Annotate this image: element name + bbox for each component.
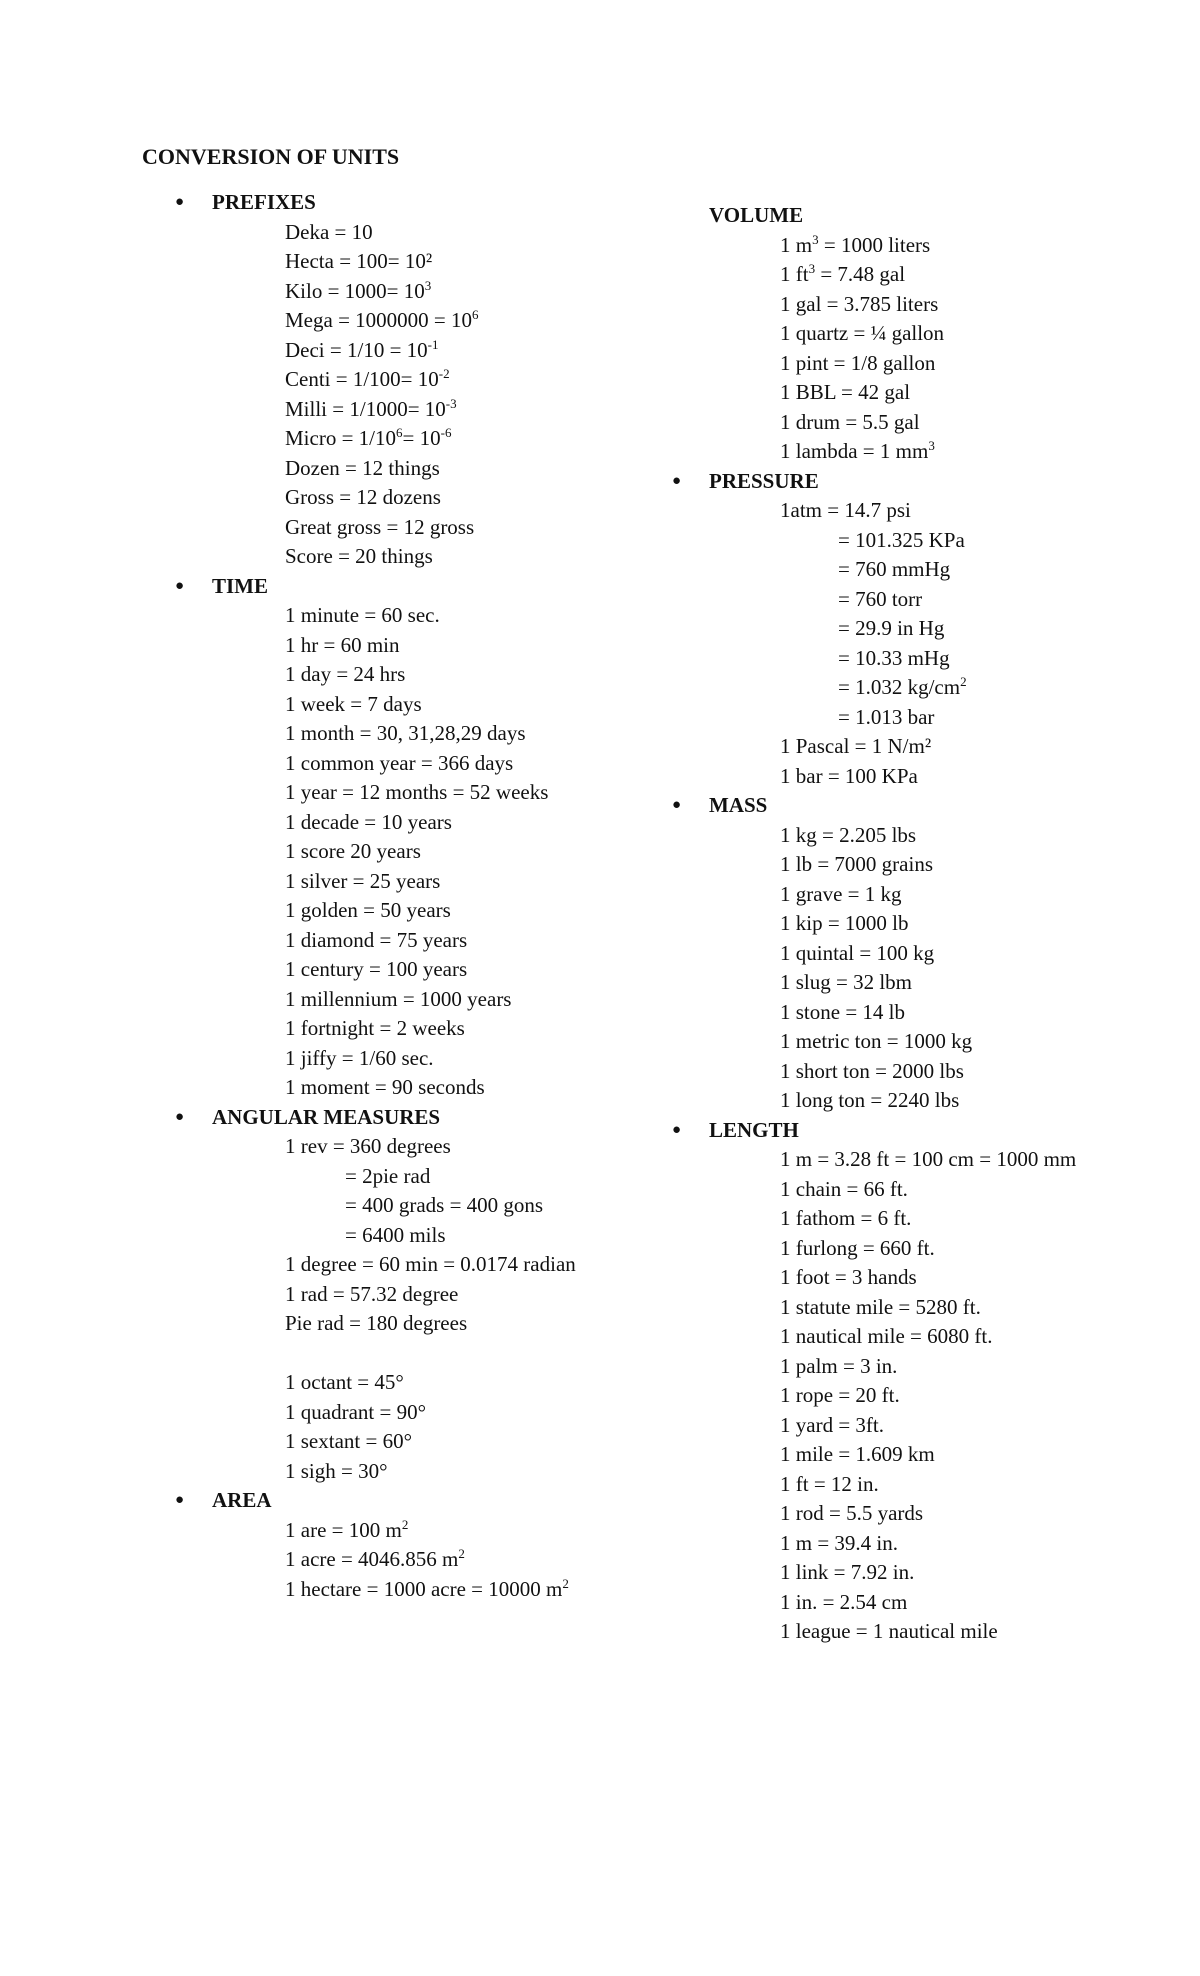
superscript: -3 (445, 395, 457, 411)
section-heading (672, 1116, 1092, 1146)
conversion-item (285, 365, 595, 395)
section-volume (672, 201, 1092, 467)
conversion-item: 1 rope = 20 ft. (780, 1383, 900, 1407)
section-angular-measures (175, 1103, 595, 1487)
conversion-item (285, 306, 595, 336)
item-text: = 1.032 kg/cm (838, 675, 961, 699)
item-text: = 10 (402, 426, 441, 450)
section-heading (672, 201, 1092, 231)
item-text: 1 acre = 4046.856 m (285, 1547, 459, 1571)
conversion-item (285, 277, 595, 307)
conversion-item (780, 260, 1092, 290)
bullet-icon: ● (672, 472, 682, 489)
conversion-item: 1 chain = 66 ft. (780, 1176, 908, 1201)
item-text: Centi = 1/100= 10 (285, 367, 439, 391)
item-text: Milli = 1/1000= 10 (285, 396, 446, 421)
conversion-item: = 1.013 bar (838, 704, 935, 729)
section-mass (672, 791, 1092, 1116)
section-prefixes (175, 188, 595, 572)
section-heading (672, 467, 1092, 497)
section-heading (175, 572, 595, 602)
conversion-item: 1 bar = 100 KPa (780, 763, 918, 788)
conversion-item: 1 ft = 12 in. (780, 1471, 879, 1496)
conversion-item: 1 score 20 years (285, 839, 421, 863)
conversion-list (672, 821, 1092, 1116)
conversion-item: Pie rad = 180 degrees (285, 1311, 468, 1335)
superscript: 3 (424, 277, 432, 293)
item-text: = 1000 liters (818, 232, 931, 257)
bullet-icon: ● (175, 194, 185, 210)
conversion-item: 1 moment = 90 seconds (285, 1075, 485, 1099)
conversion-list (672, 231, 1092, 467)
conversion-item: 1 quartz = ¼ gallon (780, 321, 945, 345)
section-heading-text: LENGTH (709, 1117, 799, 1142)
conversion-item (285, 1545, 595, 1575)
conversion-item: 1 silver = 25 years (285, 868, 441, 893)
conversion-list (175, 1132, 595, 1486)
superscript: 2 (401, 1516, 409, 1532)
superscript: 6 (472, 307, 479, 323)
conversion-item: 1 Pascal = 1 N/m² (780, 734, 932, 758)
conversion-item: = 101.325 KPa (838, 527, 965, 552)
conversion-list (175, 1516, 595, 1605)
conversion-item: 1 week = 7 days (285, 691, 422, 716)
conversion-item: 1 golden = 50 years (285, 898, 451, 922)
conversion-item (780, 673, 1092, 703)
conversion-item (285, 395, 595, 425)
section-heading-text: PRESSURE (709, 468, 819, 493)
section-time (175, 572, 595, 1103)
conversion-item: Great gross = 12 gross (285, 514, 475, 539)
superscript: 2 (960, 674, 967, 690)
section-heading (672, 791, 1092, 821)
conversion-item: 1 m = 3.28 ft = 100 cm = 1000 mm (780, 1147, 1077, 1171)
conversion-item: 1 drum = 5.5 gal (780, 409, 920, 434)
conversion-item: 1 sextant = 60° (285, 1429, 412, 1453)
conversion-item: 1 decade = 10 years (285, 809, 452, 834)
item-text: = 7.48 gal (815, 262, 906, 286)
conversion-item: 1 sigh = 30° (285, 1458, 388, 1483)
superscript: 2 (562, 1575, 569, 1591)
section-heading-text: AREA (212, 1488, 272, 1512)
bullet-icon: ● (175, 1108, 185, 1125)
superscript: 2 (458, 1546, 465, 1562)
section-heading-text: MASS (709, 793, 768, 817)
conversion-item: 1 BBL = 42 gal (780, 380, 911, 404)
item-text: 1 m (780, 232, 813, 257)
item-text: Deci = 1/10 = 10 (285, 337, 428, 362)
section-heading (175, 188, 595, 218)
conversion-item (285, 424, 595, 454)
conversion-item: 1atm = 14.7 psi (780, 498, 911, 522)
conversion-item: 1 palm = 3 in. (780, 1353, 898, 1378)
item-text: 1 ft (780, 262, 809, 286)
conversion-item: 1 year = 12 months = 52 weeks (285, 780, 549, 804)
item-text: 1 are = 100 m (285, 1517, 402, 1542)
conversion-item: = 400 grads = 400 gons (345, 1193, 544, 1217)
item-text: Micro = 1/10 (285, 426, 396, 450)
conversion-item: 1 gal = 3.785 liters (780, 291, 939, 316)
conversion-item: 1 hr = 60 min (285, 632, 400, 657)
superscript: -2 (438, 366, 450, 382)
section-pressure (672, 467, 1092, 792)
conversion-item: 1 mile = 1.609 km (780, 1442, 935, 1466)
conversion-item: 1 slug = 32 lbm (780, 970, 913, 994)
section-heading-text: TIME (212, 573, 269, 598)
conversion-item: 1 in. = 2.54 cm (780, 1589, 908, 1614)
conversion-item: = 760 torr (838, 586, 923, 611)
bullet-icon: ● (672, 1121, 682, 1138)
conversion-item (285, 1575, 595, 1605)
conversion-item: 1 grave = 1 kg (780, 881, 902, 906)
conversion-item: 1 quintal = 100 kg (780, 940, 935, 965)
conversion-item: = 29.9 in Hg (838, 616, 945, 640)
conversion-item: 1 league = 1 nautical mile (780, 1619, 998, 1643)
conversion-item (780, 231, 1092, 261)
conversion-item: 1 nautical mile = 6080 ft. (780, 1324, 993, 1348)
conversion-item: 1 millennium = 1000 years (285, 986, 512, 1011)
conversion-item: Deka = 10 (285, 219, 373, 244)
conversion-item: 1 metric ton = 1000 kg (780, 1029, 973, 1053)
section-heading-text: ANGULAR MEASURES (212, 1104, 441, 1129)
conversion-item: 1 yard = 3ft. (780, 1412, 884, 1437)
conversion-item: Score = 20 things (285, 544, 433, 568)
conversion-list (672, 496, 1092, 791)
superscript: 3 (812, 231, 819, 247)
bullet-icon: ● (672, 797, 682, 813)
conversion-item: 1 century = 100 years (285, 957, 468, 981)
conversion-item: 1 jiffy = 1/60 sec. (285, 1045, 434, 1070)
section-heading-text: VOLUME (709, 203, 804, 227)
superscript: -6 (440, 425, 452, 441)
superscript: 3 (928, 438, 935, 454)
conversion-item (780, 437, 1092, 467)
conversion-item: 1 short ton = 2000 lbs (780, 1058, 964, 1083)
conversion-item: Gross = 12 dozens (285, 485, 441, 509)
conversion-item: = 10.33 mHg (838, 645, 950, 670)
bullet-icon: ● (175, 1492, 185, 1508)
conversion-item: 1 pint = 1/8 gallon (780, 350, 936, 375)
conversion-item: 1 m = 39.4 in. (780, 1530, 899, 1555)
conversion-item: 1 stone = 14 lb (780, 999, 906, 1024)
conversion-item: 1 rev = 360 degrees (285, 1134, 451, 1158)
conversion-item: = 2pie rad (345, 1163, 431, 1188)
conversion-list (175, 601, 595, 1103)
item-text: Kilo = 1000= 10 (285, 278, 425, 303)
conversion-item: 1 common year = 366 days (285, 750, 514, 775)
conversion-item: 1 day = 24 hrs (285, 662, 406, 686)
item-text: Mega = 1000000 = 10 (285, 308, 473, 332)
conversion-item: Dozen = 12 things (285, 455, 440, 480)
section-area (175, 1486, 595, 1604)
item-text: 1 hectare = 1000 acre = 10000 m (285, 1576, 563, 1601)
conversion-item: 1 minute = 60 sec. (285, 603, 440, 627)
conversion-item: Hecta = 100= 10² (285, 249, 433, 273)
conversion-item: 1 diamond = 75 years (285, 927, 468, 952)
right-column (672, 201, 1092, 1647)
conversion-item: 1 fathom = 6 ft. (780, 1206, 912, 1230)
section-heading (175, 1486, 595, 1516)
conversion-item: 1 fortnight = 2 weeks (285, 1016, 465, 1040)
page-title: CONVERSION OF UNITS (142, 144, 400, 169)
superscript: 3 (808, 261, 816, 277)
bullet-icon: ● (175, 577, 185, 594)
conversion-item: 1 quadrant = 90° (285, 1399, 426, 1424)
conversion-item: = 6400 mils (345, 1222, 446, 1247)
section-heading (175, 1103, 595, 1133)
superscript: 6 (396, 425, 403, 441)
conversion-item: 1 rod = 5.5 yards (780, 1501, 924, 1525)
conversion-item (285, 336, 595, 366)
conversion-item: 1 link = 7.92 in. (780, 1560, 915, 1584)
section-length (672, 1116, 1092, 1647)
conversion-item: 1 lb = 7000 grains (780, 852, 933, 876)
conversion-list (672, 1145, 1092, 1647)
conversion-item: 1 foot = 3 hands (780, 1265, 917, 1289)
conversion-item (285, 1516, 595, 1546)
conversion-list (175, 218, 595, 572)
superscript: -1 (427, 336, 439, 352)
item-text: 1 lambda = 1 mm (780, 439, 929, 463)
conversion-item: = 760 mmHg (838, 557, 951, 581)
conversion-item: 1 furlong = 660 ft. (780, 1235, 935, 1260)
conversion-item: 1 month = 30, 31,28,29 days (285, 721, 526, 745)
conversion-item: 1 statute mile = 5280 ft. (780, 1294, 981, 1319)
conversion-item: 1 long ton = 2240 lbs (780, 1088, 960, 1112)
conversion-item: 1 octant = 45° (285, 1370, 404, 1394)
conversion-item: 1 kip = 1000 lb (780, 911, 909, 935)
left-column (175, 188, 595, 1604)
conversion-item: 1 rad = 57.32 degree (285, 1281, 459, 1306)
conversion-item: 1 degree = 60 min = 0.0174 radian (285, 1252, 576, 1276)
conversion-item: 1 kg = 2.205 lbs (780, 822, 917, 847)
section-heading-text: PREFIXES (212, 190, 316, 214)
